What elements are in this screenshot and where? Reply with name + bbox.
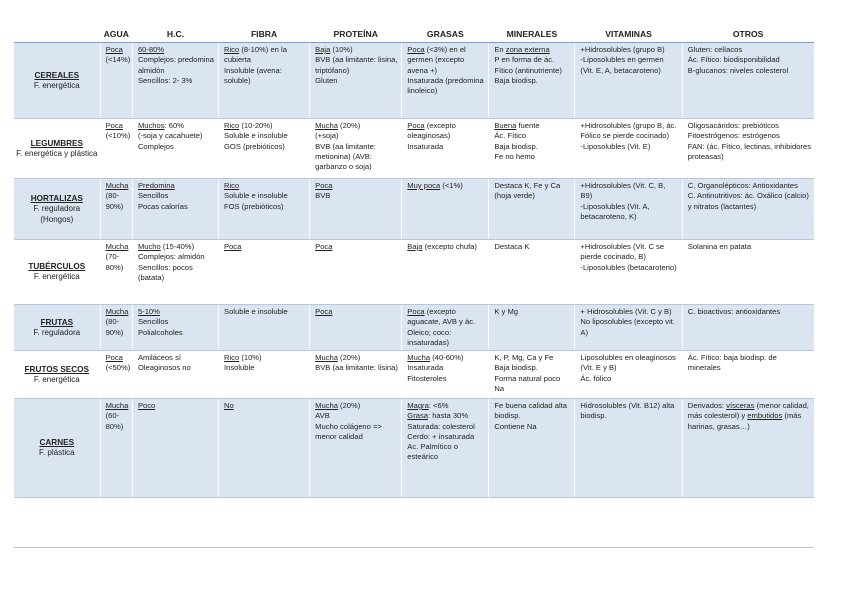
underlined-text: Poca (407, 45, 425, 54)
empty-cell (575, 498, 682, 548)
cell-line (106, 242, 129, 252)
cell-agua (100, 399, 132, 498)
cell-line: Poca (<3%) en el germen (excepto avena +) (407, 45, 466, 75)
cell-fibra (219, 305, 310, 351)
food-group-cell (14, 43, 100, 119)
underlined-text: embutidos (747, 411, 783, 421)
food-group-cell (14, 119, 100, 179)
cell-line: Buena fuente (494, 121, 540, 130)
cell-line: +Hidrosolubles (grupo B) (580, 45, 665, 54)
cell-line: BVB (315, 191, 331, 201)
underlined-text: 5-10% (137, 307, 160, 316)
cell-line: Fe no hemo (494, 151, 535, 161)
cell-line (224, 242, 306, 252)
underlined-text: zona externa (505, 45, 550, 54)
cell-line: Magra: <6% (407, 401, 449, 410)
underlined-text: Poca (105, 121, 123, 130)
cell-grasas (402, 179, 489, 240)
nutrition-table (14, 26, 814, 548)
cell-minerales (489, 240, 575, 305)
cell-line: Rico (10%) (224, 353, 262, 362)
cell-line: Sencillos (137, 317, 169, 327)
cell-line: (-soja y cacahuete) (137, 131, 203, 141)
cell-line: (70-80%) (105, 252, 124, 272)
header-row (14, 26, 814, 43)
cell-minerales (489, 179, 575, 240)
cell-vitaminas (575, 399, 682, 498)
cell-line: C. bioactivos: antioxidantes (687, 307, 781, 316)
header-agua: AGUA (100, 26, 132, 43)
cell-line: BVB (aa limitante: lisina, triptófano) (315, 55, 398, 75)
underlined-text: Poca (105, 353, 123, 362)
cell-line: Mucha (20%) (315, 121, 361, 130)
underlined-text: Predomina (137, 181, 175, 190)
cell-otros (682, 351, 814, 399)
cell-otros (682, 43, 814, 119)
food-group-name: LEGUMBRES (30, 138, 83, 148)
underlined-text: Muchos (137, 121, 165, 130)
cell-line: (<50%) (105, 363, 131, 373)
cell-line (315, 307, 398, 317)
underlined-text: Poca (105, 45, 123, 54)
cell-line: Grasa: hasta 30% (407, 411, 469, 421)
cell-line: B-glucanos: niveles colesterol (687, 65, 789, 75)
food-group-name: FRUTOS SECOS (24, 364, 89, 374)
underlined-text: Mucha (105, 181, 129, 190)
cell-vitaminas (575, 43, 682, 119)
cell-agua (100, 43, 132, 119)
underlined-text: Baja (315, 45, 331, 54)
food-group-cell (14, 351, 100, 399)
header-grasas: GRASAS (402, 26, 489, 43)
cell-line: Muy poca (<1%) (407, 181, 463, 190)
cell-line: Solanina en patata (687, 242, 752, 251)
cell-line: Baja (10%) (315, 45, 353, 54)
underlined-text: Mucha (315, 353, 338, 362)
cell-proteina (310, 351, 402, 399)
cell-line: AVB (315, 411, 330, 421)
cell-line: Sencillos (137, 191, 169, 201)
empty-cell (100, 498, 132, 548)
food-group-name: TUBÉRCULOS (28, 262, 86, 272)
header-hc: H.C. (132, 26, 218, 43)
empty-cell (219, 498, 310, 548)
cell-otros (682, 179, 814, 240)
cell-proteina (310, 43, 402, 119)
cell-grasas (402, 351, 489, 399)
cell-line: Insoluble (224, 363, 255, 373)
cell-line: Baja (excepto chufa) (407, 242, 477, 251)
cell-line (106, 401, 129, 411)
cell-line: (<14%) (105, 55, 131, 65)
cell-fibra (219, 399, 310, 498)
cell-vitaminas (575, 240, 682, 305)
underlined-text: Mucho (137, 242, 161, 251)
food-group-function: F. energética (33, 80, 80, 90)
header-minerales: MINERALES (489, 26, 575, 43)
cell-line: FAN: (ác. Fítico, lectinas, inhibidores proteasas) (687, 141, 811, 161)
cell-line: Ác. Fítico (494, 131, 527, 141)
cell-line: Rico (10-20%) (224, 121, 273, 130)
cell-line: K, P, Mg, Ca y Fe (494, 353, 554, 362)
empty-row (14, 498, 814, 548)
underlined-text: Poca (315, 181, 333, 190)
cell-line (138, 307, 215, 317)
cell-vitaminas (575, 351, 682, 399)
cell-hc (132, 351, 218, 399)
header-proteina: PROTEÍNA (310, 26, 402, 43)
cell-agua (100, 240, 132, 305)
cell-line: Baja biodisp. (494, 141, 538, 151)
cell-line (224, 401, 306, 411)
cell-grasas (402, 43, 489, 119)
cell-line: -Liposolubles en germen (Vit. E, A, betacaroteno) (580, 55, 664, 75)
cell-line: Insaturada (predomina linoleico) (407, 75, 484, 96)
cell-line (106, 353, 129, 363)
cell-otros (682, 399, 814, 498)
cell-hc (132, 119, 218, 179)
table-row (14, 305, 814, 351)
cell-line (106, 307, 129, 317)
cell-line (315, 181, 398, 191)
cell-line: Gluten: celíacos (687, 45, 743, 54)
cell-agua (100, 179, 132, 240)
cell-line: (80-90%) (105, 191, 124, 211)
cell-line (138, 181, 215, 191)
empty-cell (682, 498, 814, 548)
cell-line: Ác. fólico (580, 373, 612, 383)
cell-line: Complejos: almidón (137, 252, 205, 262)
cell-line: -Liposolubles (betacaroteno) (580, 262, 677, 272)
cell-line: -Liposolubles (Vit. A, betacaroteno, K) (580, 201, 650, 221)
cell-line: Insaturada (407, 363, 444, 373)
cell-proteina (310, 240, 402, 305)
cell-line: Ác. Fítico: baja biodisp. de minerales (687, 353, 777, 373)
cell-fibra (219, 240, 310, 305)
underlined-text: Muy poca (407, 181, 441, 190)
cell-line: Insoluble (avena: soluble) (224, 65, 282, 85)
underlined-text: Poca (407, 121, 425, 130)
cell-hc (132, 43, 218, 119)
cell-line: Soluble e insoluble (224, 131, 288, 141)
cell-proteina (310, 305, 402, 351)
cell-line: Destaca K (494, 242, 530, 251)
cell-line: Oligosacáridos: prebióticos (687, 121, 779, 130)
cell-line: +Hidrosolubles (grupo B, ác. Fólico se pierde cocinado) (580, 121, 677, 141)
food-group-function: F. reguladora (33, 327, 81, 337)
cell-vitaminas (575, 179, 682, 240)
cell-line (138, 401, 215, 411)
underlined-text: vísceras (726, 401, 755, 410)
cell-vitaminas (575, 305, 682, 351)
cell-otros (682, 119, 814, 179)
underlined-text: Mucha (105, 307, 129, 316)
food-group-cell (14, 305, 100, 351)
underlined-text: 60-80% (137, 45, 165, 54)
cell-line: +Hidrosolubles (Vit. C, B, B9) (580, 181, 666, 201)
cell-line: Polialcoholes (137, 327, 183, 337)
cell-minerales (489, 119, 575, 179)
underlined-text: Magra (407, 401, 429, 410)
food-group-cell (14, 179, 100, 240)
cell-line: Destaca K, Fe y Ca (hoja verde) (494, 181, 561, 201)
cell-line: Ac. Palmítico o esteárico (407, 442, 458, 462)
cell-fibra (219, 179, 310, 240)
cell-line: Poca (excepto oleaginosas) (407, 121, 456, 141)
cell-line: Ác. Fítico: biodisponibilidad (687, 55, 780, 65)
food-group-function: F. reguladora (Hongos) (33, 204, 81, 224)
cell-minerales (489, 351, 575, 399)
cell-line: (+soja) (315, 131, 339, 141)
underlined-text: Rico (224, 45, 240, 54)
cell-line: Cerdo: + insaturada (407, 431, 475, 441)
cell-line (106, 45, 129, 55)
cell-line: Fitoestrógenos: estrógenos (687, 131, 780, 141)
underlined-text: Baja (407, 242, 423, 251)
empty-cell (489, 498, 575, 548)
cell-grasas (402, 119, 489, 179)
cell-proteina (310, 399, 402, 498)
cell-line: +Hidrosolubles (Vit. C se pierde cocinado, B) (580, 242, 665, 262)
empty-cell (14, 498, 100, 548)
cell-line: K y Mg (494, 307, 518, 316)
cell-otros (682, 305, 814, 351)
underlined-text: Mucha (105, 242, 129, 251)
underlined-text: Rico (224, 181, 240, 190)
cell-line: C. Antinutritivos: ác. Oxálico (calcio) y nitratos (lactantes) (687, 191, 809, 211)
cell-line: Derivados: vísceras (menor calidad, más colesterol) y embutidos (más harinas, grasas…) (687, 401, 809, 431)
cell-vitaminas (575, 119, 682, 179)
cell-line: Gluten (315, 75, 338, 85)
cell-line: FOS (prebióticos) (224, 201, 284, 211)
underlined-text: Mucha (407, 353, 431, 362)
cell-fibra (219, 43, 310, 119)
cell-grasas (402, 240, 489, 305)
food-group-function: F. energética y plástica (16, 148, 98, 158)
cell-line: (60-80%) (105, 411, 124, 431)
header-otros: OTROS (682, 26, 814, 43)
underlined-text: Poca (224, 242, 242, 251)
underlined-text: Poca (315, 242, 333, 251)
food-group-name: HORTALIZAS (30, 194, 83, 203)
table-row (14, 351, 814, 399)
cell-line: No liposolubles (excepto vit. A) (580, 317, 675, 337)
underlined-text: Grasa (407, 411, 428, 421)
cell-line: Mucho (15-40%) (137, 242, 195, 251)
cell-line (224, 181, 306, 191)
underlined-text: Poco (137, 401, 156, 410)
food-group-name: CEREALES (34, 70, 80, 80)
cell-line: Forma natural poco Na (494, 373, 561, 393)
food-group-name: FRUTAS (40, 317, 74, 327)
cell-proteina (310, 119, 402, 179)
cell-line (106, 121, 129, 131)
food-group-function: F. plástica (38, 448, 75, 458)
underlined-text: Rico (224, 121, 240, 130)
food-group-cell (14, 399, 100, 498)
cell-otros (682, 240, 814, 305)
empty-cell (132, 498, 218, 548)
cell-hc (132, 240, 218, 305)
cell-minerales (489, 399, 575, 498)
cell-line: BVB (aa limitante: metionina) (AVB: garbanzo o soja) (315, 141, 376, 172)
cell-line: Complejos: predomina almidón (137, 55, 214, 75)
cell-line: Oleaginosos no (137, 363, 191, 373)
cell-agua (100, 351, 132, 399)
cell-line: Amiláceos sí (137, 353, 181, 362)
cell-line: (80-90%) (105, 317, 124, 337)
cell-hc (132, 399, 218, 498)
cell-agua (100, 305, 132, 351)
cell-line: Insaturada (407, 141, 444, 151)
cell-hc (132, 179, 218, 240)
underlined-text: Poca (315, 307, 333, 316)
cell-line: Liposolubles en oleaginosos (Vit. E y B) (580, 353, 676, 373)
cell-line: Baja biodisp. (494, 363, 538, 373)
food-group-function: F. energética (33, 374, 80, 384)
header-vitaminas: VITAMINAS (575, 26, 682, 43)
underlined-text: Mucha (105, 401, 129, 410)
header-corner (14, 26, 100, 43)
empty-cell (402, 498, 489, 548)
cell-line: C. Organolépticos: Antioxidantes (687, 181, 798, 190)
cell-proteina (310, 179, 402, 240)
cell-line (138, 45, 215, 55)
cell-line: Contiene Na (494, 421, 537, 431)
cell-line: Pocas calorías (137, 201, 188, 211)
underlined-text: Mucha (315, 401, 338, 410)
food-group-name: CARNES (39, 438, 75, 448)
cell-line: (<10%) (105, 131, 131, 141)
table-row (14, 119, 814, 179)
food-group-cell (14, 240, 100, 305)
cell-grasas (402, 399, 489, 498)
cell-line: Soluble e insoluble (224, 307, 288, 316)
cell-line: -Liposolubles (Vit. E) (580, 141, 651, 151)
cell-minerales (489, 305, 575, 351)
table-row (14, 240, 814, 305)
cell-hc (132, 305, 218, 351)
underlined-text: Rico (224, 353, 240, 362)
cell-line: Mucha (20%) (315, 353, 361, 362)
cell-agua (100, 119, 132, 179)
underlined-text: No (224, 401, 234, 410)
cell-line: Sencillos: pocos (batata) (137, 262, 193, 282)
cell-grasas (402, 305, 489, 351)
underlined-text: Poca (407, 307, 425, 316)
cell-line: Mucha (40-60%) (407, 353, 464, 362)
empty-cell (310, 498, 402, 548)
cell-fibra (219, 351, 310, 399)
cell-fibra (219, 119, 310, 179)
cell-line: Complejos (137, 141, 174, 151)
cell-line: P en forma de ác. Fítico (antinutriente) (494, 55, 562, 75)
header-fibra: FIBRA (219, 26, 310, 43)
table-body (14, 43, 814, 548)
cell-line: Fitosteroles (407, 373, 447, 383)
cell-line: GOS (prebióticos) (224, 141, 285, 151)
cell-line: Rico (8-10%) en la cubierta (224, 45, 287, 65)
cell-line: Sencillos: 2- 3% (137, 75, 193, 85)
cell-line: Mucho colágeno => menor calidad (315, 421, 382, 441)
table-row (14, 399, 814, 498)
food-group-function: F. energética (33, 272, 80, 282)
table-row (14, 179, 814, 240)
cell-line: Hidrosolubles (Vit. B12) alta biodisp. (580, 401, 675, 421)
table-row (14, 43, 814, 119)
underlined-text: Buena (494, 121, 517, 130)
cell-line: Muchos: 60% (137, 121, 184, 130)
cell-line: Mucha (20%) (315, 401, 361, 410)
cell-line (106, 181, 129, 191)
cell-line (315, 242, 398, 252)
cell-line: + Hidrosolubles (Vit. C y B) (580, 307, 672, 316)
cell-line: Baja biodisp. (494, 75, 538, 85)
cell-line: Poca (excepto aguacate, AVB y ác. Oleico; coco: insaturadas) (407, 307, 476, 347)
cell-line: Saturada: colesterol (407, 421, 475, 431)
underlined-text: Mucha (315, 121, 338, 130)
cell-line: Fe buena calidad alta biodisp. (494, 401, 567, 421)
cell-minerales (489, 43, 575, 119)
cell-line: Soluble e insoluble (224, 191, 288, 201)
cell-line: BVB (aa limitante: lisina) (315, 363, 398, 373)
cell-line: En zona externa (494, 45, 550, 54)
